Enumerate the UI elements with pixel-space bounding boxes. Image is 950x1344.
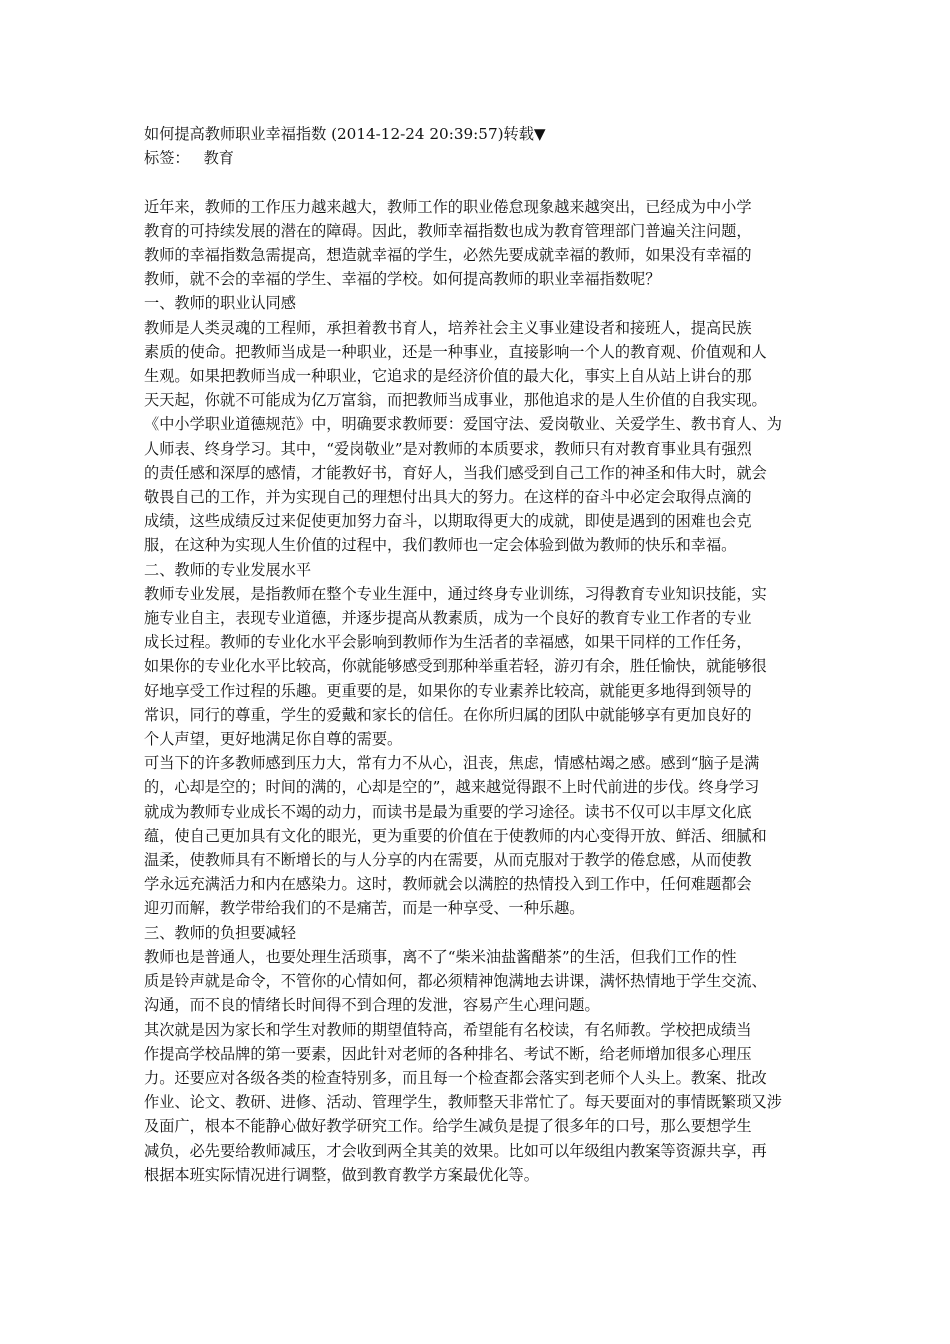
paragraph (144, 582, 808, 751)
paragraph-line: 施专业自主，表现专业道德，并逐步提高从教素质，成为一个良好的教育专业工作者的专业 (144, 609, 752, 628)
paragraph-line: 个人声望，更好地满足你自尊的需要。 (144, 730, 403, 749)
paragraph (144, 316, 808, 558)
blank-line (144, 170, 808, 194)
heading-text: 二、教师的专业发展水平 (144, 560, 312, 579)
section-heading (144, 291, 808, 315)
paragraph-line: 可当下的许多教师感到压力大，常有力不从心，沮丧，焦虑，情感枯竭之感。感到“脑子是满 (144, 754, 760, 773)
paragraph-line: 学永远充满活力和内在感染力。这时，教师就会以满腔的热情投入到工作中，任何难题都会 (144, 875, 752, 894)
paragraph-line: 生观。如果把教师当成一种职业，它追求的是经济价值的最大化，事实上自从站上讲台的那 (144, 367, 752, 386)
paragraph (144, 751, 808, 920)
heading-text: 一、教师的职业认同感 (144, 294, 296, 313)
paragraph (144, 945, 808, 1018)
paragraph-line: 就成为教师专业成长不竭的动力，而读书是最为重要的学习途径。读书不仅可以丰厚文化底 (144, 802, 752, 821)
article-title: 如何提高教师职业幸福指数 (2014-12-24 20:39:57)转载▼ (144, 125, 546, 143)
paragraph-line: 教育的可持续发展的潜在的障碍。因此，教师幸福指数也成为教育管理部门普遍关注问题， (144, 221, 752, 240)
paragraph-line: 成绩，这些成绩反过来促使更加努力奋斗，以期取得更大的成就，即使是遇到的困难也会克 (144, 512, 752, 531)
paragraph-line: 教师是人类灵魂的工程师，承担着教书育人，培养社会主义事业建设者和接班人，提高民族 (144, 318, 752, 337)
paragraph-line: 力。还要应对各级各类的检查特别多，而且每一个检查都会落实到老师个人头上。教案、批改 (144, 1068, 767, 1087)
paragraph-line: 根据本班实际情况进行调整，做到教育教学方案最优化等。 (144, 1165, 539, 1184)
paragraph-line: 沟通，而不良的情绪长时间得不到合理的发泄，容易产生心理问题。 (144, 996, 600, 1015)
paragraph-line: 服，在这种为实现人生价值的过程中，我们教师也一定会体验到做为教师的快乐和幸福。 (144, 536, 737, 555)
paragraph-line: 的责任感和深厚的感情，才能教好书，育好人，当我们感受到自己工作的神圣和伟大时，就会 (144, 463, 767, 482)
paragraph-line: 《中小学职业道德规范》中，明确要求教师要：爱国守法、爱岗敬业、关爱学生、教书育人、为 (144, 415, 782, 434)
section-heading (144, 558, 808, 582)
paragraph (144, 195, 808, 292)
paragraph-line: 作提高学校品牌的第一要素，因此针对老师的各种排名、考试不断，给老师增加很多心理压 (144, 1044, 752, 1063)
paragraph-line: 及面广，根本不能静心做好教学研究工作。给学生减负是提了很多年的口号，那么要想学生 (144, 1117, 752, 1136)
paragraph-line: 常识，同行的尊重，学生的爱戴和家长的信任。在你所归属的团队中就能够享有更加良好的 (144, 705, 752, 724)
section-heading (144, 921, 808, 945)
paragraph-line: 天天起，你就不可能成为亿万富翁，而把教师当成事业，那他追求的是人生价值的自我实现。 (144, 391, 767, 410)
paragraph-line: 好地享受工作过程的乐趣。更重要的是，如果你的专业素养比较高，就能更多地得到领导的 (144, 681, 752, 700)
paragraph-line: 近年来，教师的工作压力越来越大，教师工作的职业倦怠现象越来越突出，已经成为中小学 (144, 197, 752, 216)
paragraph-line: 如果你的专业化水平比较高，你就能够感受到那种举重若轻，游刃有余，胜任愉快，就能够很 (144, 657, 767, 676)
paragraph-line: 成长过程。教师的专业化水平会影响到教师作为生活者的幸福感，如果干同样的工作任务， (144, 633, 752, 652)
heading-text: 三、教师的负担要减轻 (144, 923, 296, 942)
paragraph-line: 温柔，使教师具有不断增长的与人分享的内在需要，从而克服对于教学的倦怠感，从而使教 (144, 851, 752, 870)
tag-link[interactable]: 教育 (203, 149, 234, 168)
paragraph-line: 敬畏自己的工作，并为实现自己的理想付出具大的努力。在这样的奋斗中必定会取得点滴的 (144, 488, 752, 507)
paragraph-line: 素质的使命。把教师当成是一种职业，还是一种事业，直接影响一个人的教育观、价值观和人 (144, 342, 767, 361)
paragraph-line: 减负，必先要给教师减压，才会收到两全其美的效果。比如可以年级组内教案等资源共享，再 (144, 1141, 767, 1160)
paragraph-line: 其次就是因为家长和学生对教师的期望值特高，希望能有名校读，有名师教。学校把成绩当 (144, 1020, 752, 1039)
paragraph-line: 作业、论文、教研、进修、活动、管理学生，教师整天非常忙了。每天要面对的事情既繁琐又涉 (144, 1093, 782, 1112)
paragraph-line: 蕴，使自己更加具有文化的眼光，更为重要的价值在于使教师的内心变得开放、鲜活、细腻和 (144, 826, 767, 845)
paragraph-line: 教师专业发展，是指教师在整个专业生涯中，通过终身专业训练，习得教育专业知识技能，实 (144, 584, 767, 603)
paragraph-line: 教师的幸福指数急需提高，想造就幸福的学生，必然先要成就幸福的教师，如果没有幸福的 (144, 246, 752, 264)
tag-label: 标签： (144, 149, 190, 168)
paragraph-line: 人师表、终身学习。其中，“爱岗敬业”是对教师的本质要求，教师只有对教育事业具有强烈 (144, 439, 752, 458)
document-page (144, 122, 808, 1187)
paragraph-line: 的，心却是空的；时间的满的，心却是空的”，越来越觉得跟不上时代前进的步伐。终身学习 (144, 778, 760, 797)
paragraph-line: 教师也是普通人，也要处理生活琐事，离不了“柴米油盐酱醋茶”的生活，但我们工作的性 (144, 947, 737, 966)
tag-row (144, 146, 808, 170)
article-body (144, 195, 808, 1187)
paragraph-line: 教师，就不会的幸福的学生、幸福的学校。如何提高教师的职业幸福指数呢？ (144, 270, 661, 289)
paragraph-line: 迎刃而解，教学带给我们的不是痛苦，而是一种享受、一种乐趣。 (144, 899, 585, 918)
paragraph (144, 1018, 808, 1187)
paragraph-line: 质是铃声就是命令，不管你的心情如何，都必须精神饱满地去讲课，满怀热情地于学生交流、 (144, 972, 767, 991)
